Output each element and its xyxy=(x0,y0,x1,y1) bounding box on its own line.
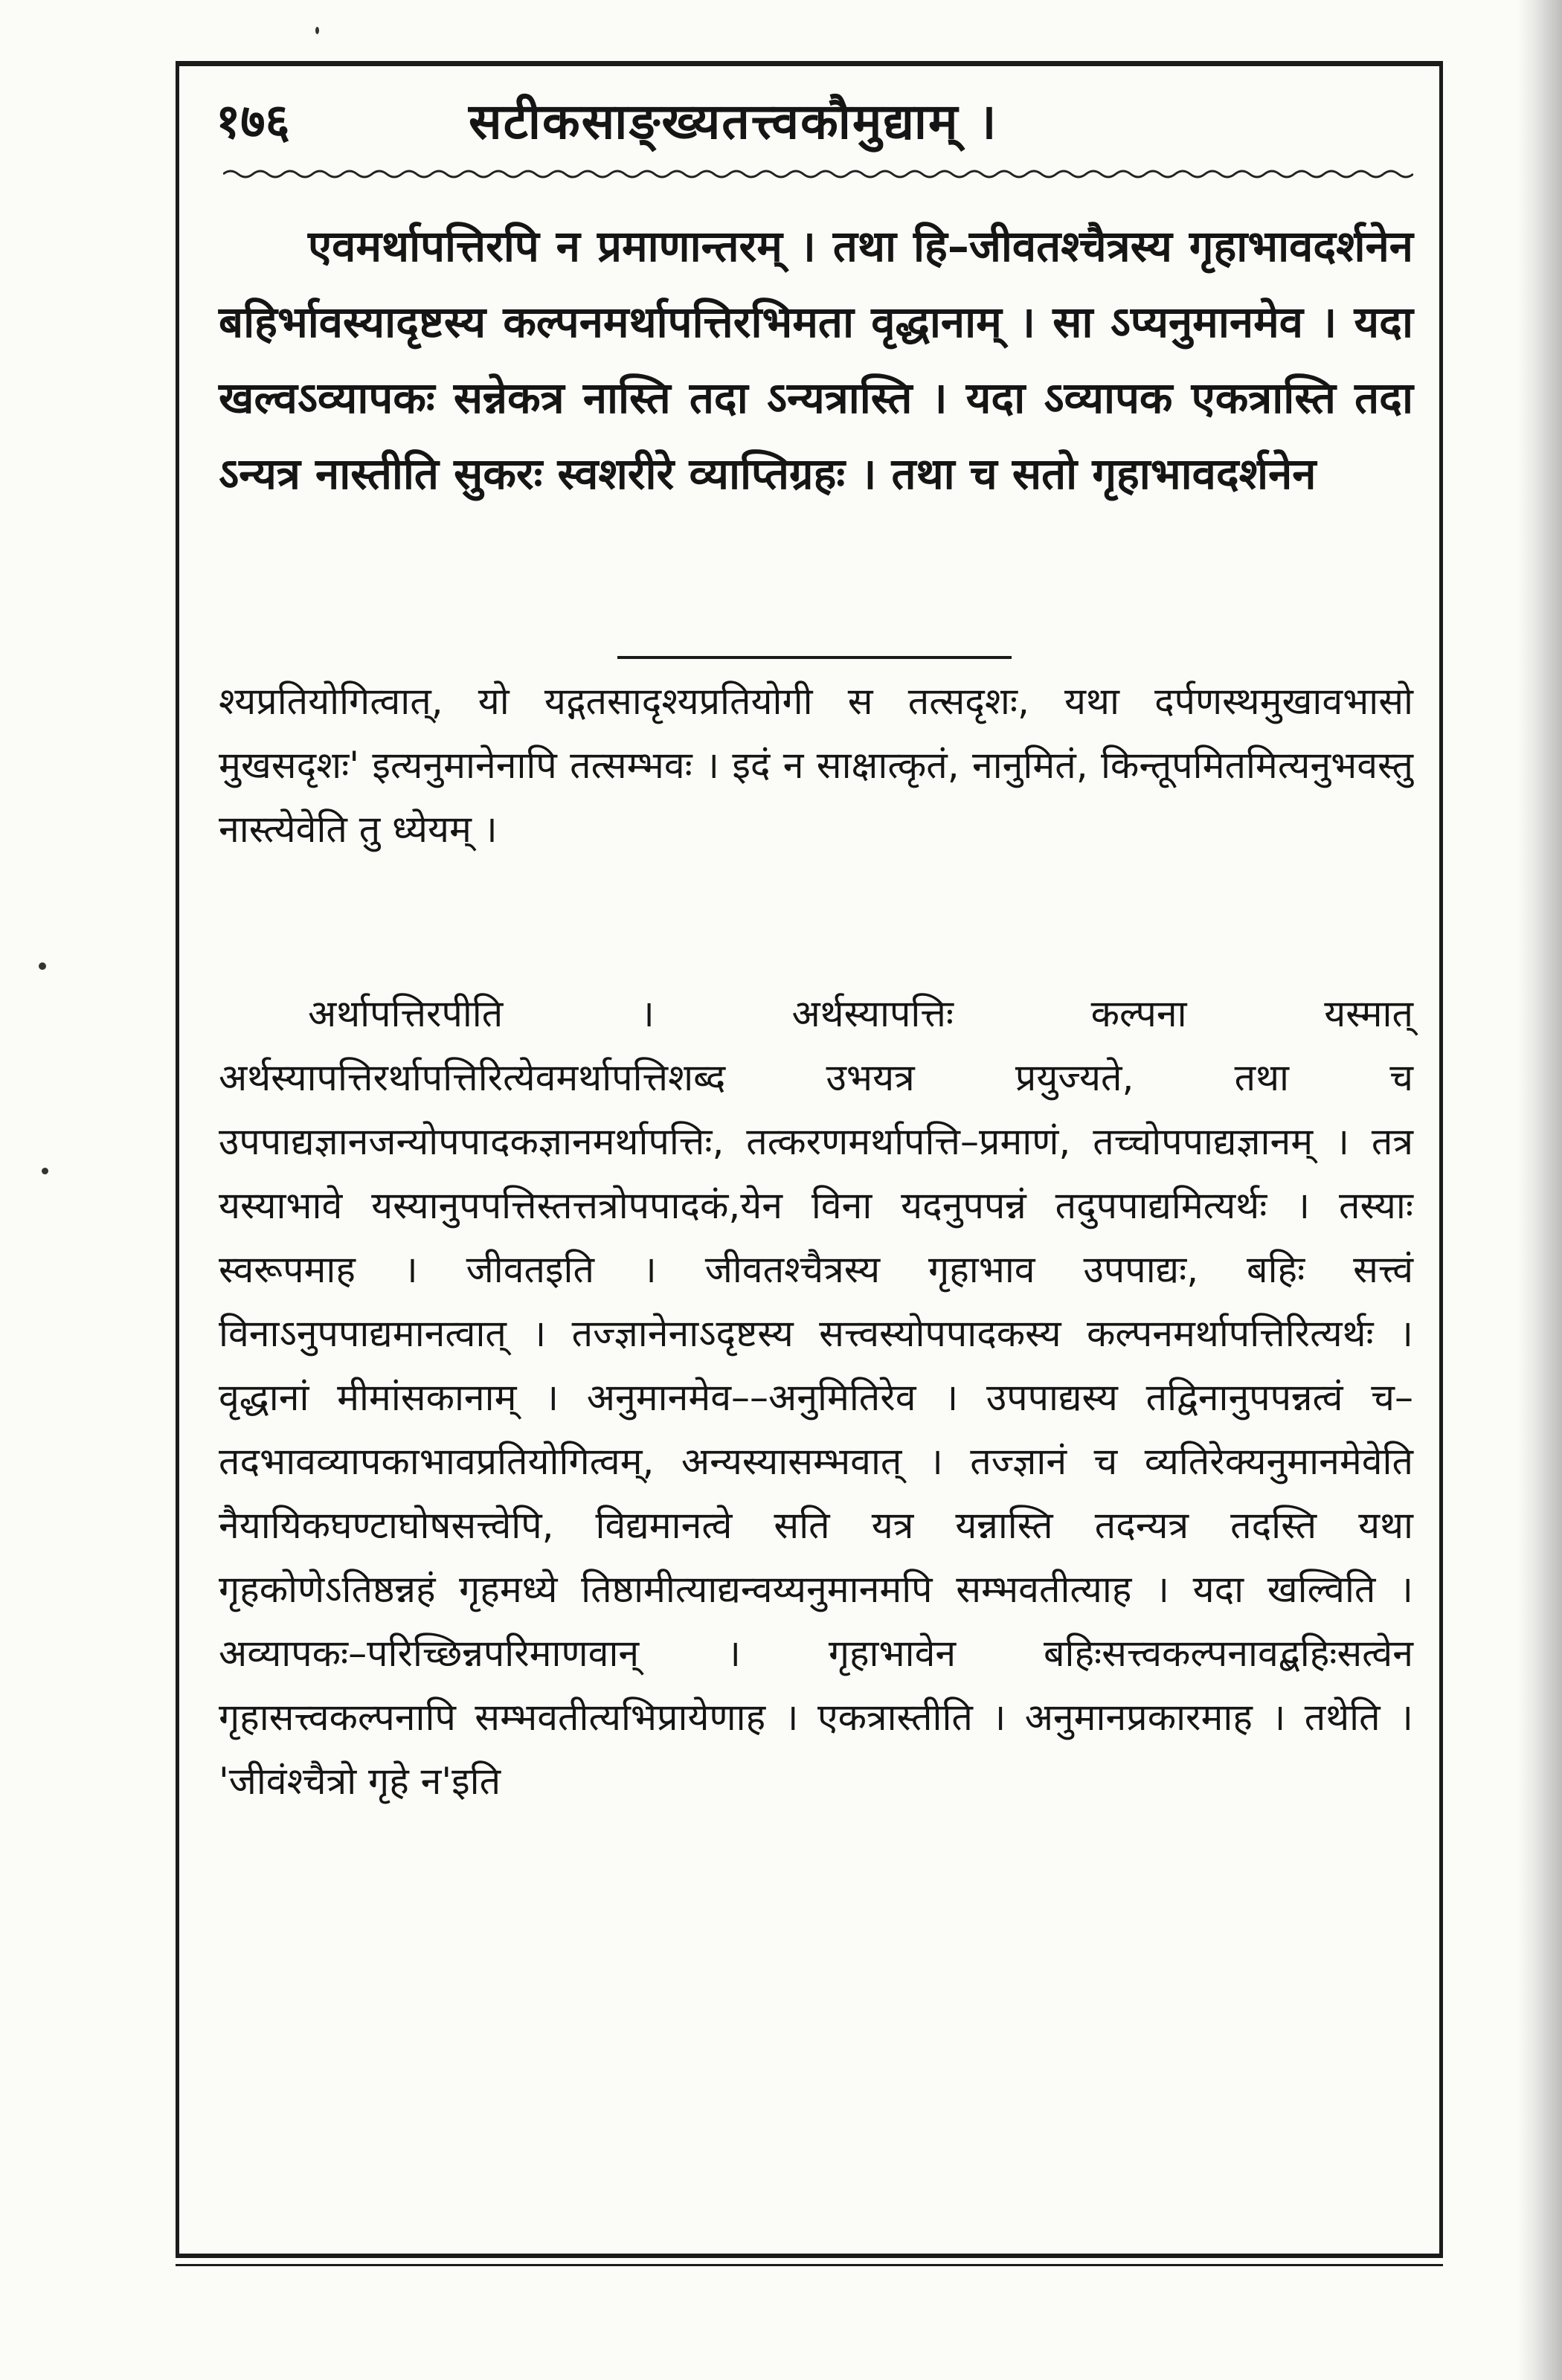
page-bottom-rule-thin xyxy=(176,2264,1443,2266)
footnote-divider xyxy=(617,656,1012,659)
scan-speck xyxy=(42,1168,48,1174)
mula-text-block xyxy=(219,208,1413,512)
footnote-text-block xyxy=(219,669,1413,861)
binding-shadow xyxy=(1517,0,1562,2380)
page-number: १७६ xyxy=(216,94,290,149)
footnote-paragraph: श्यप्रतियोगित्वात्, यो यद्गतसादृश्यप्रतियोगी स तत्सदृशः, यथा दर्पणस्थमुखावभासो मुखसदृशः' इत्यनुमानेनापि तत्सम्भवः । इदं न साक्षात्कृतं, नानुमितं, किन्तूपमितमित्यनुभवस्तु नास्त्येवेति तु ध्येयम् । xyxy=(219,680,1413,851)
page-bottom-rule xyxy=(176,2254,1443,2258)
running-title: सटीकसाङ्ख्यतत्त्वकौमुद्याम् । xyxy=(469,93,998,150)
commentary-text-block xyxy=(219,982,1413,1813)
header-wavy-rule xyxy=(223,165,1413,183)
running-head xyxy=(216,88,1413,156)
mula-paragraph: एवमर्थापत्तिरपि न प्रमाणान्तरम् । तथा हि–जीवतश्चैत्रस्य गृहाभावदर्शनेन बहिर्भावस्यादृष्टस्य कल्पनमर्थापत्तिरभिमता वृद्धानाम् । सा ऽप्यनुमानमेव । यदा खल्वऽव्यापकः सन्नेकत्र नास्ति तदा ऽन्यत्रास्ति । यदा ऽव्यापक एकत्रास्ति तदा ऽन्यत्र नास्तीति सुकरः स्वशरीरे व्याप्तिग्रहः । तथा च सतो गृहाभावदर्शनेन xyxy=(219,221,1413,499)
commentary-paragraph: अर्थापत्तिरपीति । अर्थस्यापत्तिः कल्पना यस्मात् अर्थस्यापत्तिरर्थापत्तिरित्येवमर्थापत्तिशब्द उभयत्र प्रयुज्यते, तथा च उपपाद्यज्ञानजन्योपपादकज्ञानमर्थापत्तिः, तत्करणमर्थापत्ति–प्रमाणं, तच्चोपपाद्यज्ञानम् । तत्र यस्याभावे यस्यानुपपत्तिस्तत्तत्रोपपादकं,येन विना यदनुपपन्नं तदुपपाद्यमित्यर्थः । तस्याः स्वरूपमाह । जीवतइति । जीवतश्चैत्रस्य गृहाभाव उपपाद्यः, बहिः सत्त्वं विनाऽनुपपाद्यमानत्वात् । तज्ज्ञानेनाऽदृष्टस्य सत्त्वस्योपपादकस्य कल्पनमर्थापत्तिरित्यर्थः । वृद्धानां मीमांसकानाम् । अनुमानमेव––अनुमितिरेव । उपपाद्यस्य तद्विनानुपपन्नत्वं च–तदभावव्यापकाभावप्रतियोगित्वम्, अन्यस्यासम्भवात् । तज्ज्ञानं च व्यतिरेक्यनुमानमेवेति नैयायिकघण्टाघोषसत्त्वेपि, विद्यमानत्वे सति यत्र यन्नास्ति तदन्यत्र तदस्ति यथा गृहकोणेऽतिष्ठन्नहं गृहमध्ये तिष्ठामीत्याद्यन्वय्यनुमानमपि सम्भवतीत्याह । यदा खल्विति । अव्यापकः–परिच्छिन्नपरिमाणवान् । गृहाभावेन बहिःसत्त्वकल्पनावद्बहिःसत्वेन गृहासत्त्वकल्पनापि सम्भवतीत्यभिप्रायेणाह । एकत्रास्तीति । अनुमानप्रकारमाह । तथेति । 'जीवंश्चैत्रो गृहे न'इति xyxy=(219,992,1413,1803)
scan-speck xyxy=(39,962,46,970)
scan-speck xyxy=(315,27,319,34)
